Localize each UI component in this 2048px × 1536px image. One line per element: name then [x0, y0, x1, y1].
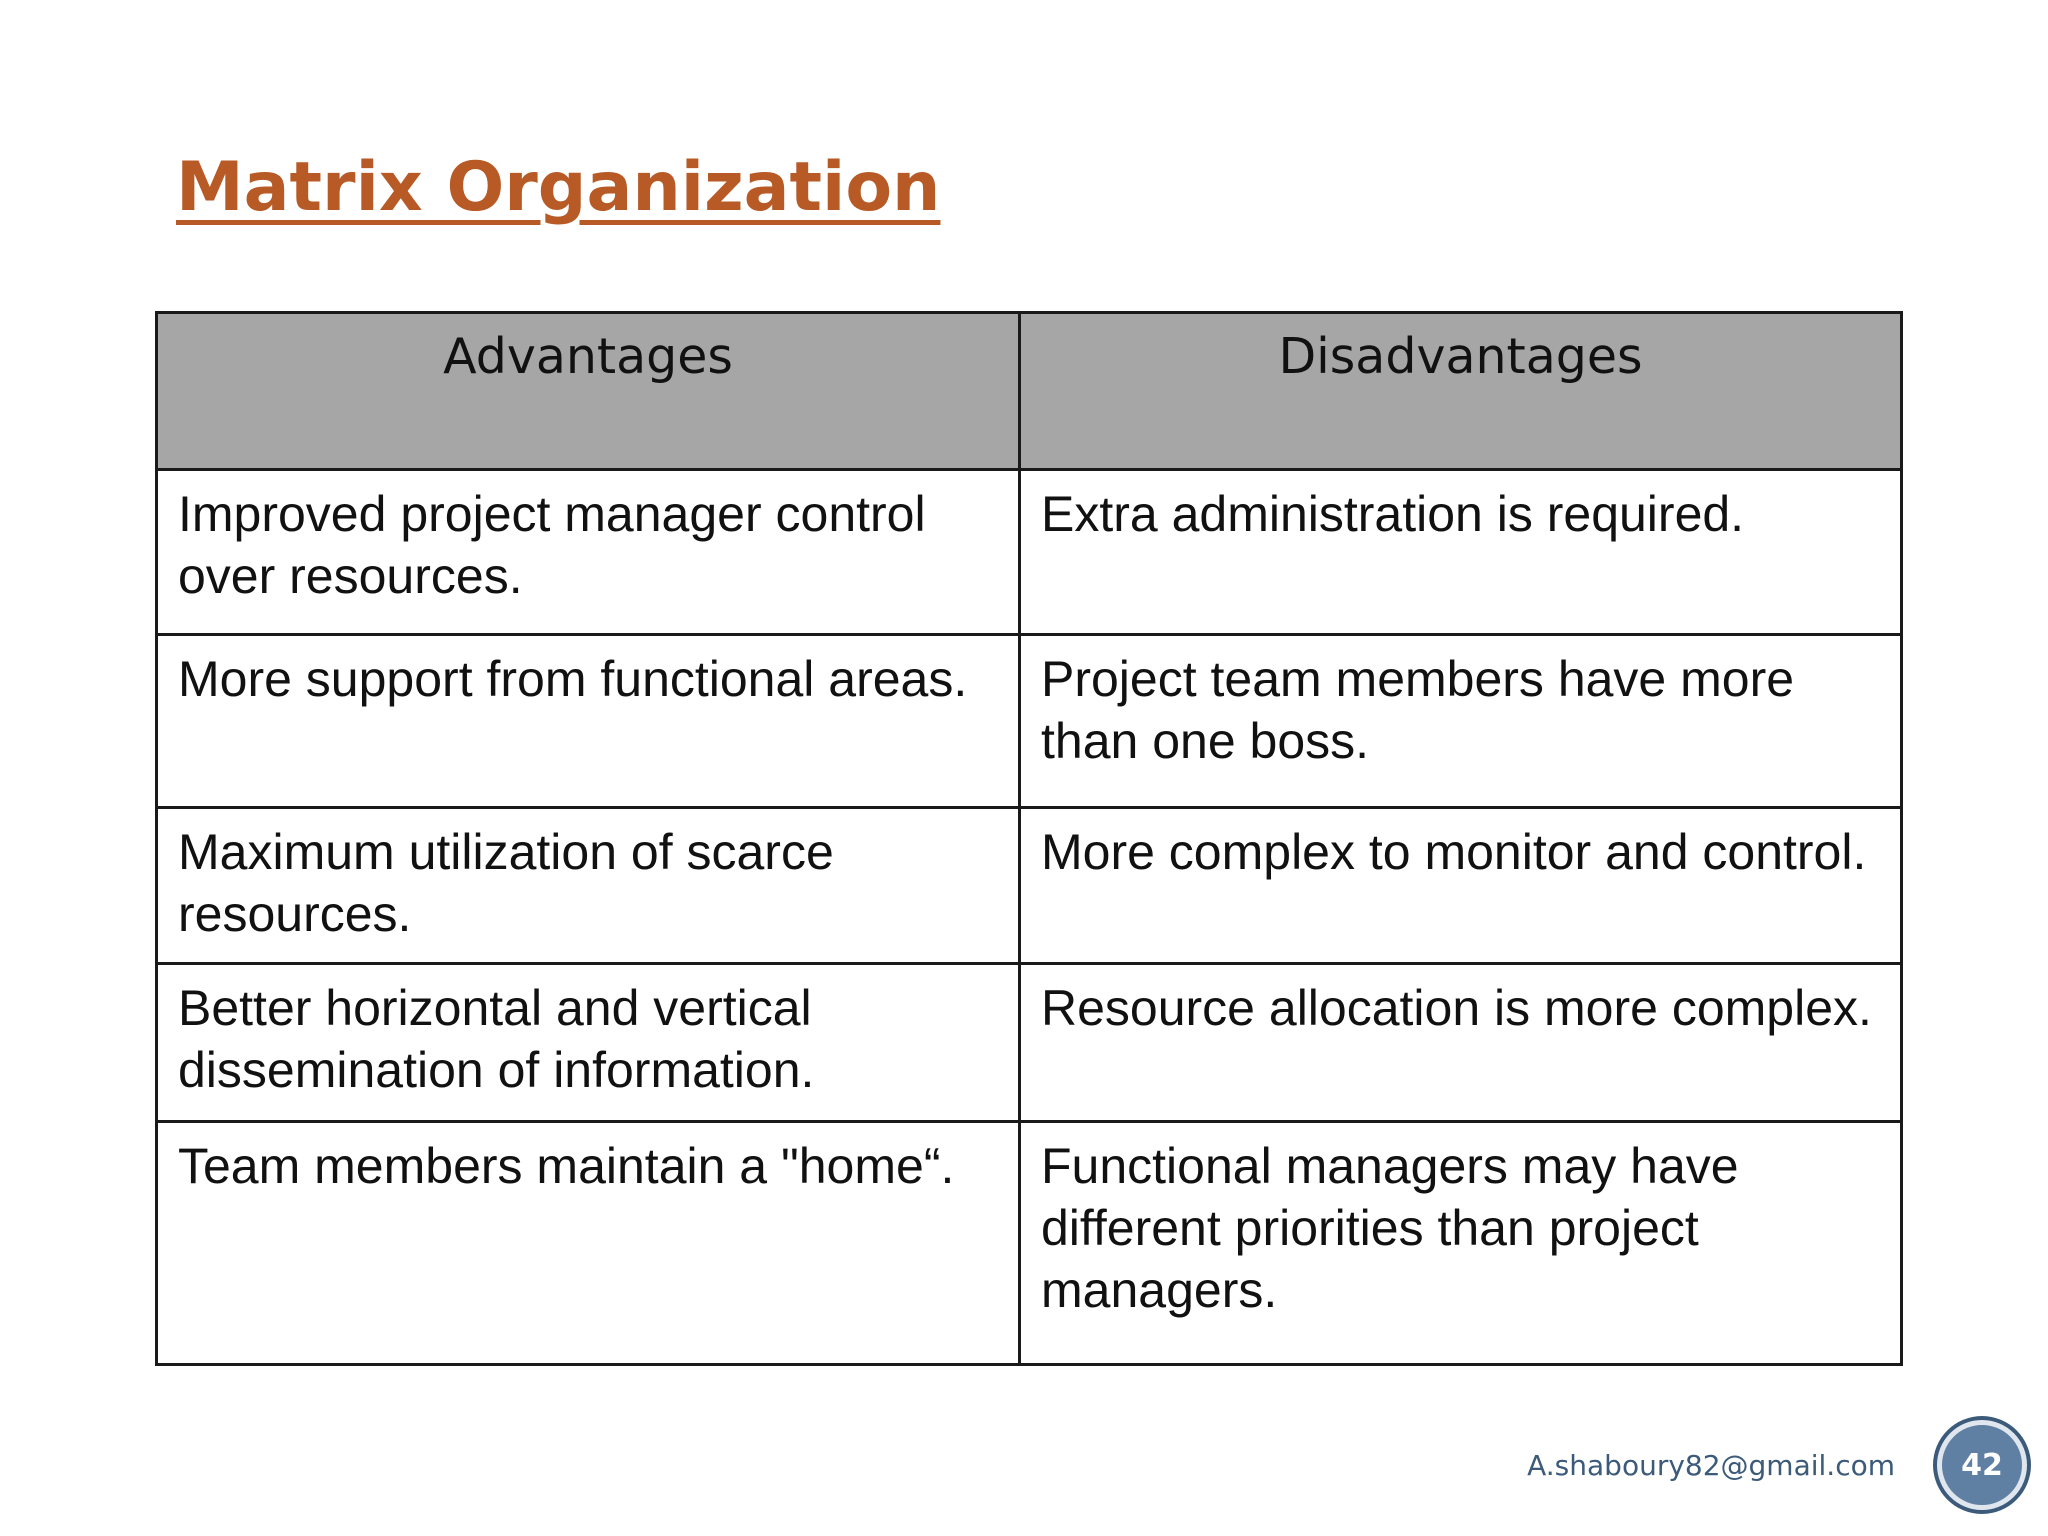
- table-row: [157, 964, 1902, 1122]
- table-row: [157, 470, 1902, 635]
- disadvantage-cell: More complex to monitor and control.: [1020, 808, 1902, 964]
- disadvantage-cell: Project team members have more than one boss.: [1020, 635, 1902, 808]
- table-row: [157, 635, 1902, 808]
- table-header-row: [157, 313, 1902, 470]
- footer-email: A.shaboury82@gmail.com: [1527, 1449, 1895, 1482]
- disadvantage-cell: Functional managers may have different priorities than project managers.: [1020, 1122, 1902, 1365]
- page-number-badge: 42: [1937, 1420, 2027, 1510]
- header-disadvantages: Disadvantages: [1020, 313, 1902, 470]
- advantage-cell: Improved project manager control over resources.: [157, 470, 1020, 635]
- comparison-table: [155, 311, 1903, 1366]
- slide-title: Matrix Organization: [176, 148, 941, 227]
- advantage-cell: Team members maintain a "home“.: [157, 1122, 1020, 1365]
- table-row: [157, 808, 1902, 964]
- advantage-cell: Maximum utilization of scarce resources.: [157, 808, 1020, 964]
- table-row: [157, 1122, 1902, 1365]
- header-advantages: Advantages: [157, 313, 1020, 470]
- disadvantage-cell: Extra administration is required.: [1020, 470, 1902, 635]
- advantage-cell: Better horizontal and vertical dissemination of information.: [157, 964, 1020, 1122]
- disadvantage-cell: Resource allocation is more complex.: [1020, 964, 1902, 1122]
- advantage-cell: More support from functional areas.: [157, 635, 1020, 808]
